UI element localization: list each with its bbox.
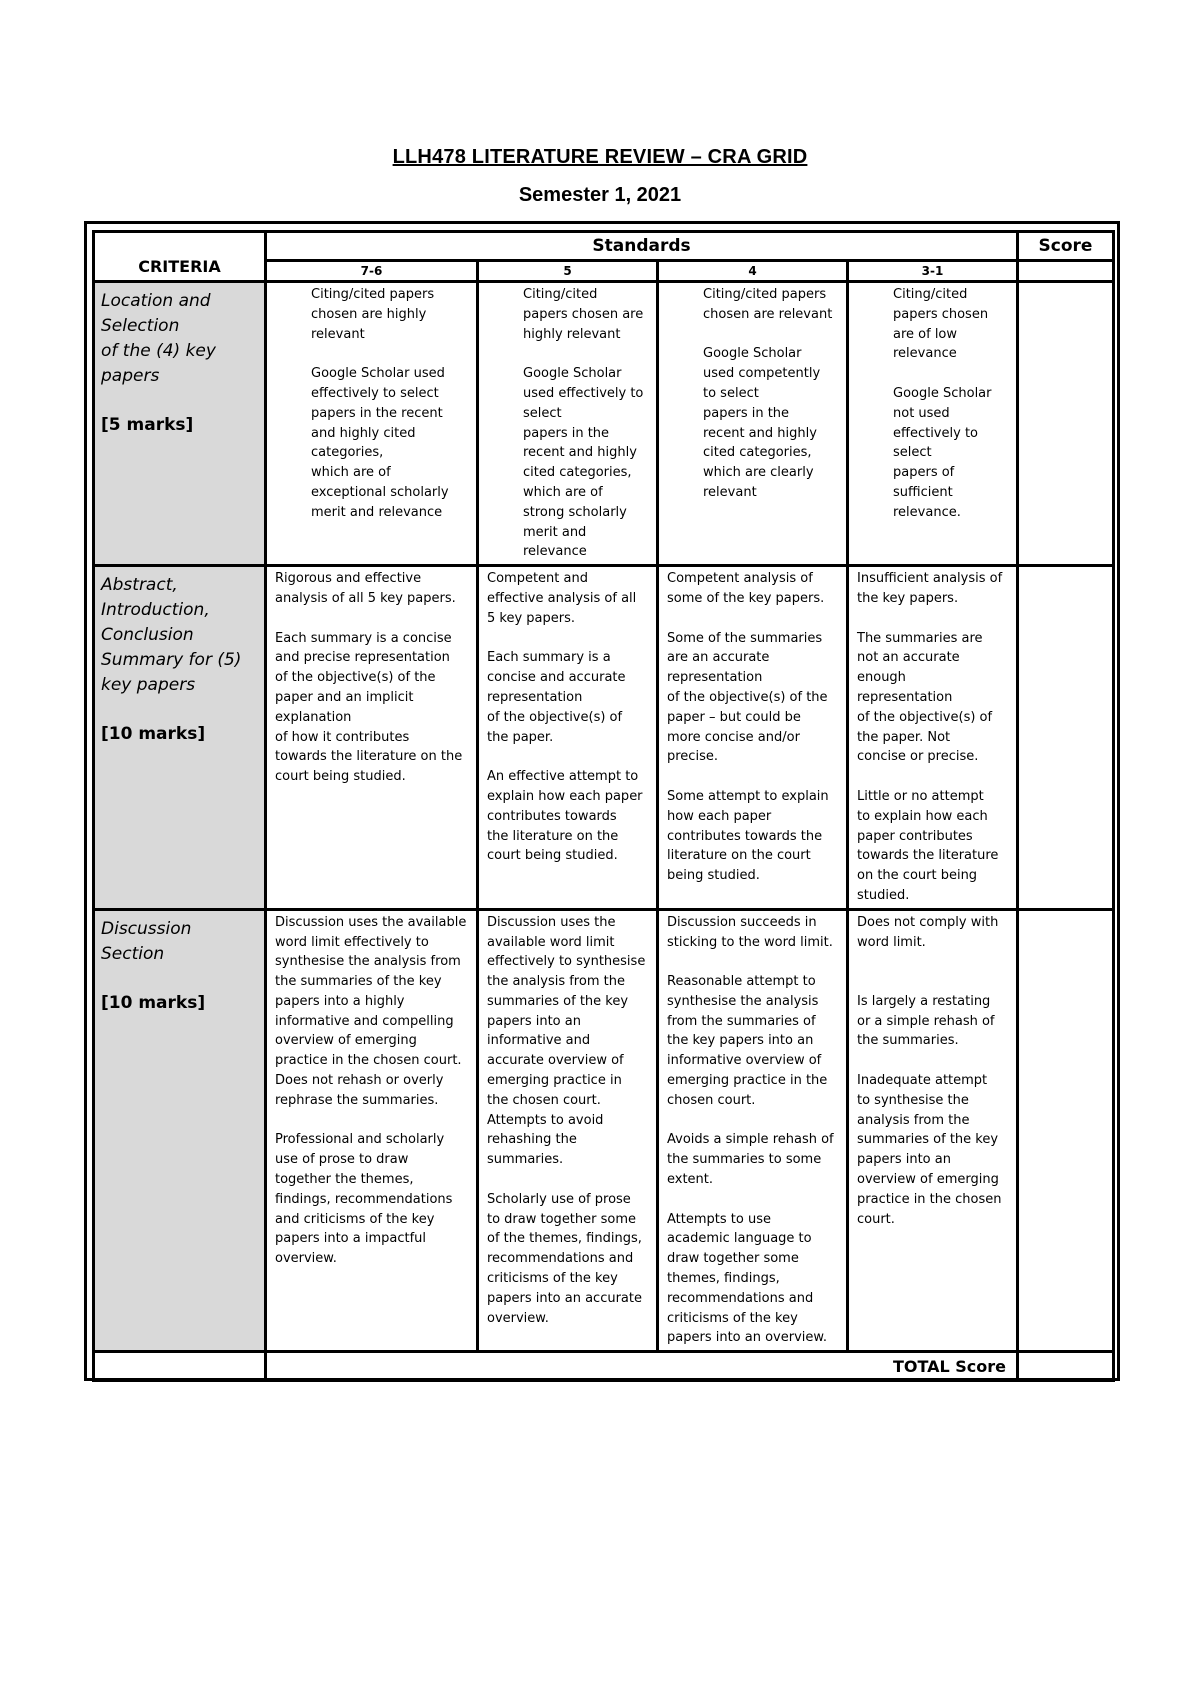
score-cell[interactable] [1018, 566, 1114, 910]
score-band-cell [1018, 261, 1114, 282]
descriptor-cell: Discussion succeeds in sticking to the word limit. Reasonable attempt to synthesise the analysis from the summaries of the key papers into an informative overview of emerging practice in the chosen court. Avoids a simple rehash of the summaries to some extent. Attempts to use academic language to draw together some themes, findings, recommendations and criticisms of the key papers into an overview. [658, 909, 848, 1352]
criterion-row-abstract [94, 566, 1114, 910]
criterion-name: Abstract, Introduction, Conclusion Summary for (5) key papers [101, 575, 242, 696]
criterion-row-location [94, 282, 1114, 566]
criterion-marks: [5 marks] [101, 415, 194, 435]
cra-grid-table [92, 230, 1115, 1382]
total-score-label: TOTAL Score [266, 1352, 1018, 1381]
descriptor-cell: Citing/cited papers chosen are of low relevance Google Scholar not used effectively to select papers of sufficient relevance. [848, 282, 1018, 566]
score-header: Score [1018, 232, 1114, 261]
criterion-cell [94, 566, 266, 910]
descriptor-cell: Rigorous and effective analysis of all 5 key papers. Each summary is a concise and precise representation of the objective(s) of the paper and an implicit explanation of how it contributes towards the literature on the court being studied. [266, 566, 478, 910]
standards-header: Standards [266, 232, 1018, 261]
header-row [94, 232, 1114, 261]
criterion-row-discussion [94, 909, 1114, 1352]
descriptor-cell: Discussion uses the available word limit effectively to synthesise the analysis from the summaries of the key papers into an informative and accurate overview of emerging practice in the chosen court. Attempts to avoid rehashing the summaries. Scholarly use of prose to draw together some of the themes, findings, recommendations and criticisms of the key papers into an accurate overview. [478, 909, 658, 1352]
total-score-cell[interactable] [1018, 1352, 1114, 1381]
document-subtitle: Semester 1, 2021 [518, 184, 682, 206]
band-4: 4 [658, 261, 848, 282]
descriptor-cell: Insufficient analysis of the key papers. The summaries are not an accurate enough representation of the objective(s) of the paper. Not concise or precise. Little or no attempt to explain how each paper contributes towards the literature on the court being studied. [848, 566, 1018, 910]
criterion-cell [94, 909, 266, 1352]
descriptor-cell: Competent and effective analysis of all 5 key papers. Each summary is a concise and accurate representation of the objective(s) of the paper. An effective attempt to explain how each paper contributes towards the literature on the court being studied. [478, 566, 658, 910]
score-cell[interactable] [1018, 909, 1114, 1352]
descriptor-cell: Discussion uses the available word limit effectively to synthesise the analysis from the summaries of the key papers into a highly informative and compelling overview of emerging practice in the chosen court. Does not rehash or overly rephrase the summaries. Professional and scholarly use of prose to draw together the themes, findings, recommendations and criticisms of the key papers into a impactful overview. [266, 909, 478, 1352]
band-3-1: 3-1 [848, 261, 1018, 282]
criterion-cell [94, 282, 266, 566]
document-title: LLH478 LITERATURE REVIEW – CRA GRID [392, 146, 808, 168]
descriptor-cell: Citing/cited papers chosen are relevant Google Scholar used competently to select papers in the recent and highly cited categories, which are clearly relevant [658, 282, 848, 566]
descriptor-cell: Citing/cited papers chosen are highly relevant Google Scholar used effectively to select papers in the recent and highly cited categories, which are of strong scholarly merit and relevance [478, 282, 658, 566]
descriptor-cell: Does not comply with word limit. Is largely a restating or a simple rehash of the summaries. Inadequate attempt to synthesise the analysis from the summaries of the key papers into an overview of emerging practice in the chosen court. [848, 909, 1018, 1352]
criterion-marks: [10 marks] [101, 992, 206, 1013]
band-5: 5 [478, 261, 658, 282]
criterion-marks: [10 marks] [101, 724, 206, 745]
total-row [94, 1352, 1114, 1381]
score-cell[interactable] [1018, 282, 1114, 566]
band-7-6: 7-6 [266, 261, 478, 282]
descriptor-cell: Competent analysis of some of the key papers. Some of the summaries are an accurate representation of the objective(s) of the paper – but could be more concise and/or precise. Some attempt to explain how each paper contributes towards the literature on the court being studied. [658, 566, 848, 910]
criteria-header: CRITERIA [94, 232, 266, 282]
criterion-name: Location and Selection of the (4) key papers [101, 291, 216, 386]
descriptor-cell: Citing/cited papers chosen are highly relevant Google Scholar used effectively to select papers in the recent and highly cited categories, which are of exceptional scholarly merit and relevance [266, 282, 478, 566]
criterion-name: Discussion Section [101, 918, 192, 964]
total-blank-cell [94, 1352, 266, 1381]
